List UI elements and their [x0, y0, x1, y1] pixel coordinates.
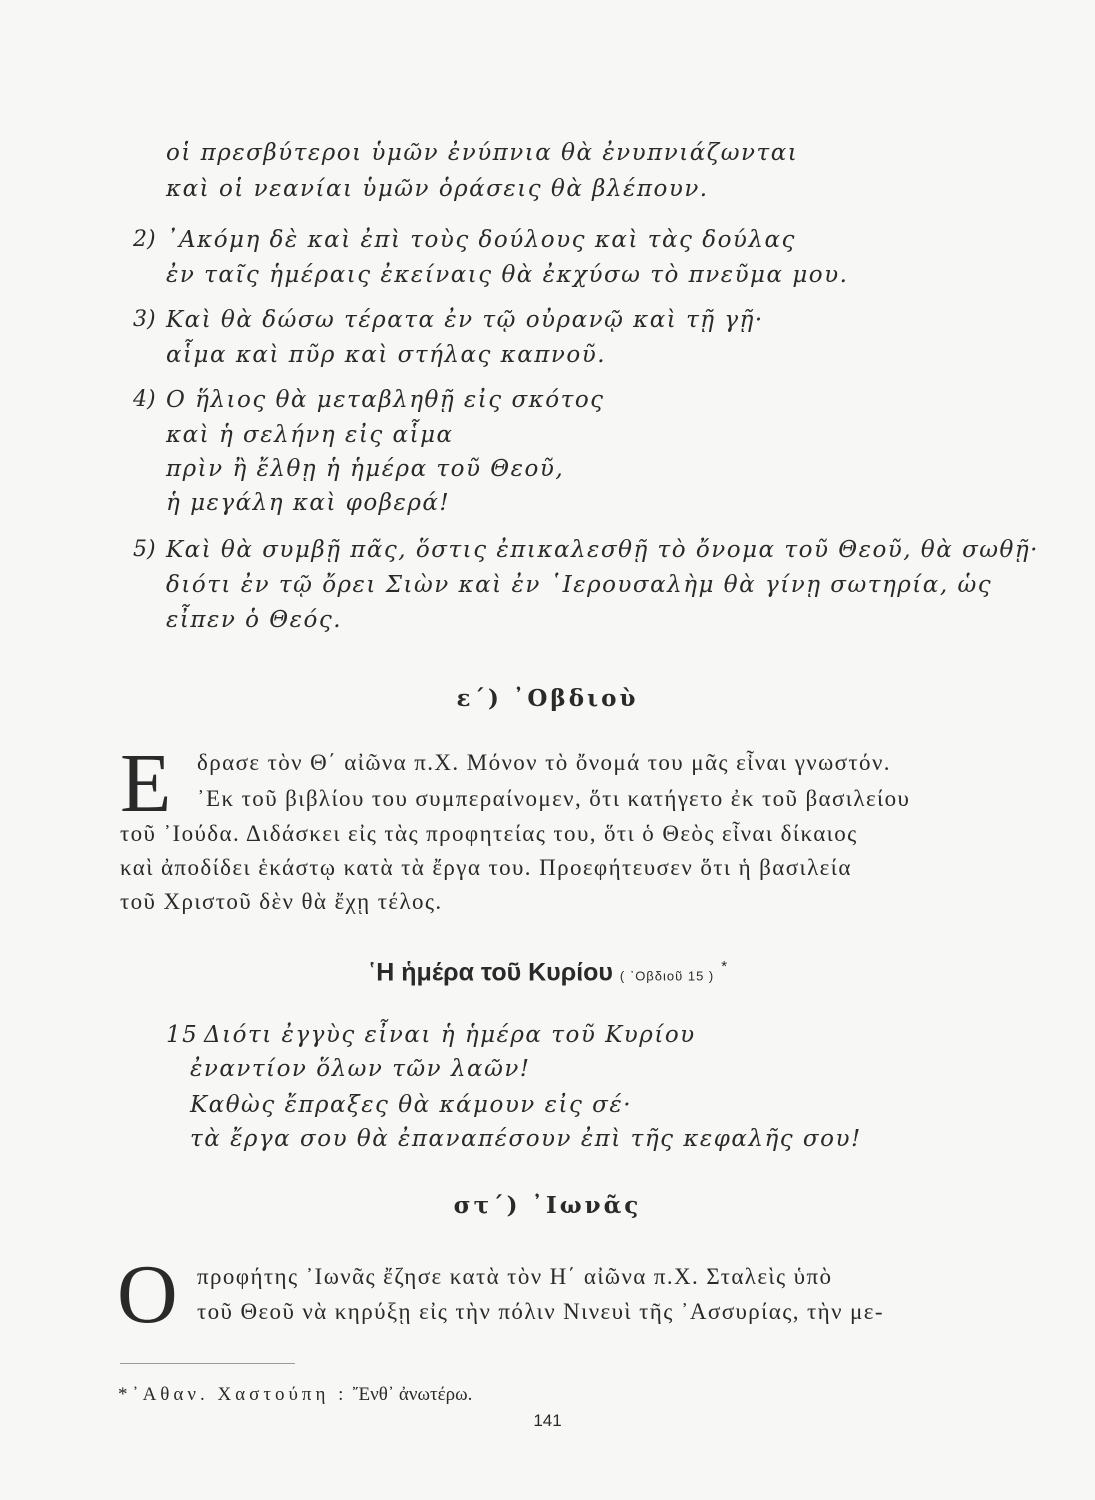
verse-line: ἐναντίον ὅλων τῶν λαῶν! [190, 1056, 531, 1082]
verse-line: διότι ἐν τῷ ὄρει Σιὼν καὶ ἐν ῾Ιερουσαλὴμ θὰ γίνῃ σωτηρία, ὡς [166, 572, 993, 598]
section-heading-jonah: στ΄) ᾿Ιωνᾶς [453, 1192, 642, 1219]
verse-number: 4) [133, 387, 156, 412]
verse-line: αἷμα καὶ πῦρ καὶ στήλας καπνοῦ. [166, 342, 607, 368]
verse-number: 5) [133, 537, 156, 562]
verse-line: εἶπεν ὁ Θεός. [166, 607, 343, 633]
footnote [118, 1385, 472, 1404]
section-heading-obdiou: ε΄) ᾿Οβδιοὺ [456, 685, 639, 712]
paragraph-line: προφήτης ᾿Ιωνᾶς ἔζησε κατὰ τὸν Η΄ αἰῶνα π.Χ. Σταλεὶς ὑπὸ [197, 1264, 833, 1289]
verse-line: ἡ μεγάλη καὶ φοβερά! [166, 490, 451, 516]
drop-cap: Ε [120, 737, 172, 830]
verse-number: 3) [133, 307, 156, 332]
paragraph-line: ᾿Εκ τοῦ βιβλίου του συμπεραίνομεν, ὅτι κατήγετο ἐκ τοῦ βασιλείου [197, 786, 911, 811]
paragraph-line: τοῦ ᾿Ιούδα. Διδάσκει εἰς τὰς προφητείας του, ὅτι ὁ Θεὸς εἶναι δίκαιος [120, 821, 858, 846]
verse-line: Καὶ θὰ δώσω τέρατα ἐν τῷ οὐρανῷ καὶ τῇ γῇ· [166, 307, 764, 333]
footnote-divider [120, 1363, 295, 1364]
footnote-author: ᾿Αθαν. Χαστούπη : [132, 1384, 348, 1405]
verse-line: Ο ἥλιος θὰ μεταβληθῇ εἰς σκότος [166, 387, 605, 413]
verse-line: ᾿Ακόμη δὲ καὶ ἐπὶ τοὺς δούλους καὶ τὰς δούλας [166, 227, 796, 253]
paragraph-line: τοῦ Θεοῦ νὰ κηρύξῃ εἰς τὴν πόλιν Νινευὶ τῆς ᾿Ασσυρίας, τὴν με- [197, 1299, 884, 1324]
verse-line: Καθὼς ἔπραξες θὰ κάμουν εἰς σέ· [190, 1092, 633, 1118]
verse-number: 15 [166, 1022, 199, 1048]
verse-line: πρὶν ἢ ἔλθῃ ἡ ἡμέρα τοῦ Θεοῦ, [166, 456, 565, 482]
verse-number: 2) [133, 227, 156, 252]
verse-line: καὶ οἱ νεανίαι ὑμῶν ὁράσεις θὰ βλέπουν. [166, 176, 709, 202]
section-heading-day-of-lord [0, 959, 1095, 985]
paragraph-line: δρασε τὸν Θ΄ αἰῶνα π.Χ. Μόνον τὸ ὄνομά του μᾶς εἶναι γνωστόν. [197, 750, 891, 775]
page-number: 141 [533, 1411, 562, 1430]
verse-line: οἱ πρεσβύτεροι ὑμῶν ἐνύπνια θὰ ἐνυπνιάζωνται [166, 140, 799, 166]
verse-line: καὶ ἡ σελήνη εἰς αἷμα [166, 422, 454, 448]
footnote-text: ῎Ενθ᾿ ἀνωτέρω. [352, 1384, 473, 1405]
paragraph-line: τοῦ Χριστοῦ δὲν θὰ ἔχῃ τέλος. [120, 889, 443, 914]
drop-cap: Ο [117, 1248, 178, 1341]
footnote-marker: * [721, 958, 728, 975]
paragraph-line: καὶ ἀποδίδει ἑκάστῳ κατὰ τὰ ἔργα του. Προεφήτευσεν ὅτι ἡ βασιλεία [120, 855, 852, 880]
verse-line: Διότι ἐγγὺς εἶναι ἡ ἡμέρα τοῦ Κυρίου [204, 1022, 696, 1048]
heading-reference: ( ᾿Οβδιοῦ 15 ) [619, 968, 715, 984]
verse-line: τὰ ἔργα σου θὰ ἐπαναπέσουν ἐπὶ τῆς κεφαλῆς σου! [190, 1126, 862, 1152]
footnote-marker: * [118, 1384, 128, 1405]
verse-line: Καὶ θὰ συμβῇ πᾶς, ὅστις ἐπικαλεσθῇ τὸ ὄνομα τοῦ Θεοῦ, θὰ σωθῇ· [166, 537, 1039, 563]
heading-title: ῾Η ἡμέρα τοῦ Κυρίου [367, 958, 613, 987]
verse-line: ἐν ταῖς ἡμέραις ἐκείναις θὰ ἐκχύσω τὸ πνεῦμα μου. [166, 262, 849, 288]
